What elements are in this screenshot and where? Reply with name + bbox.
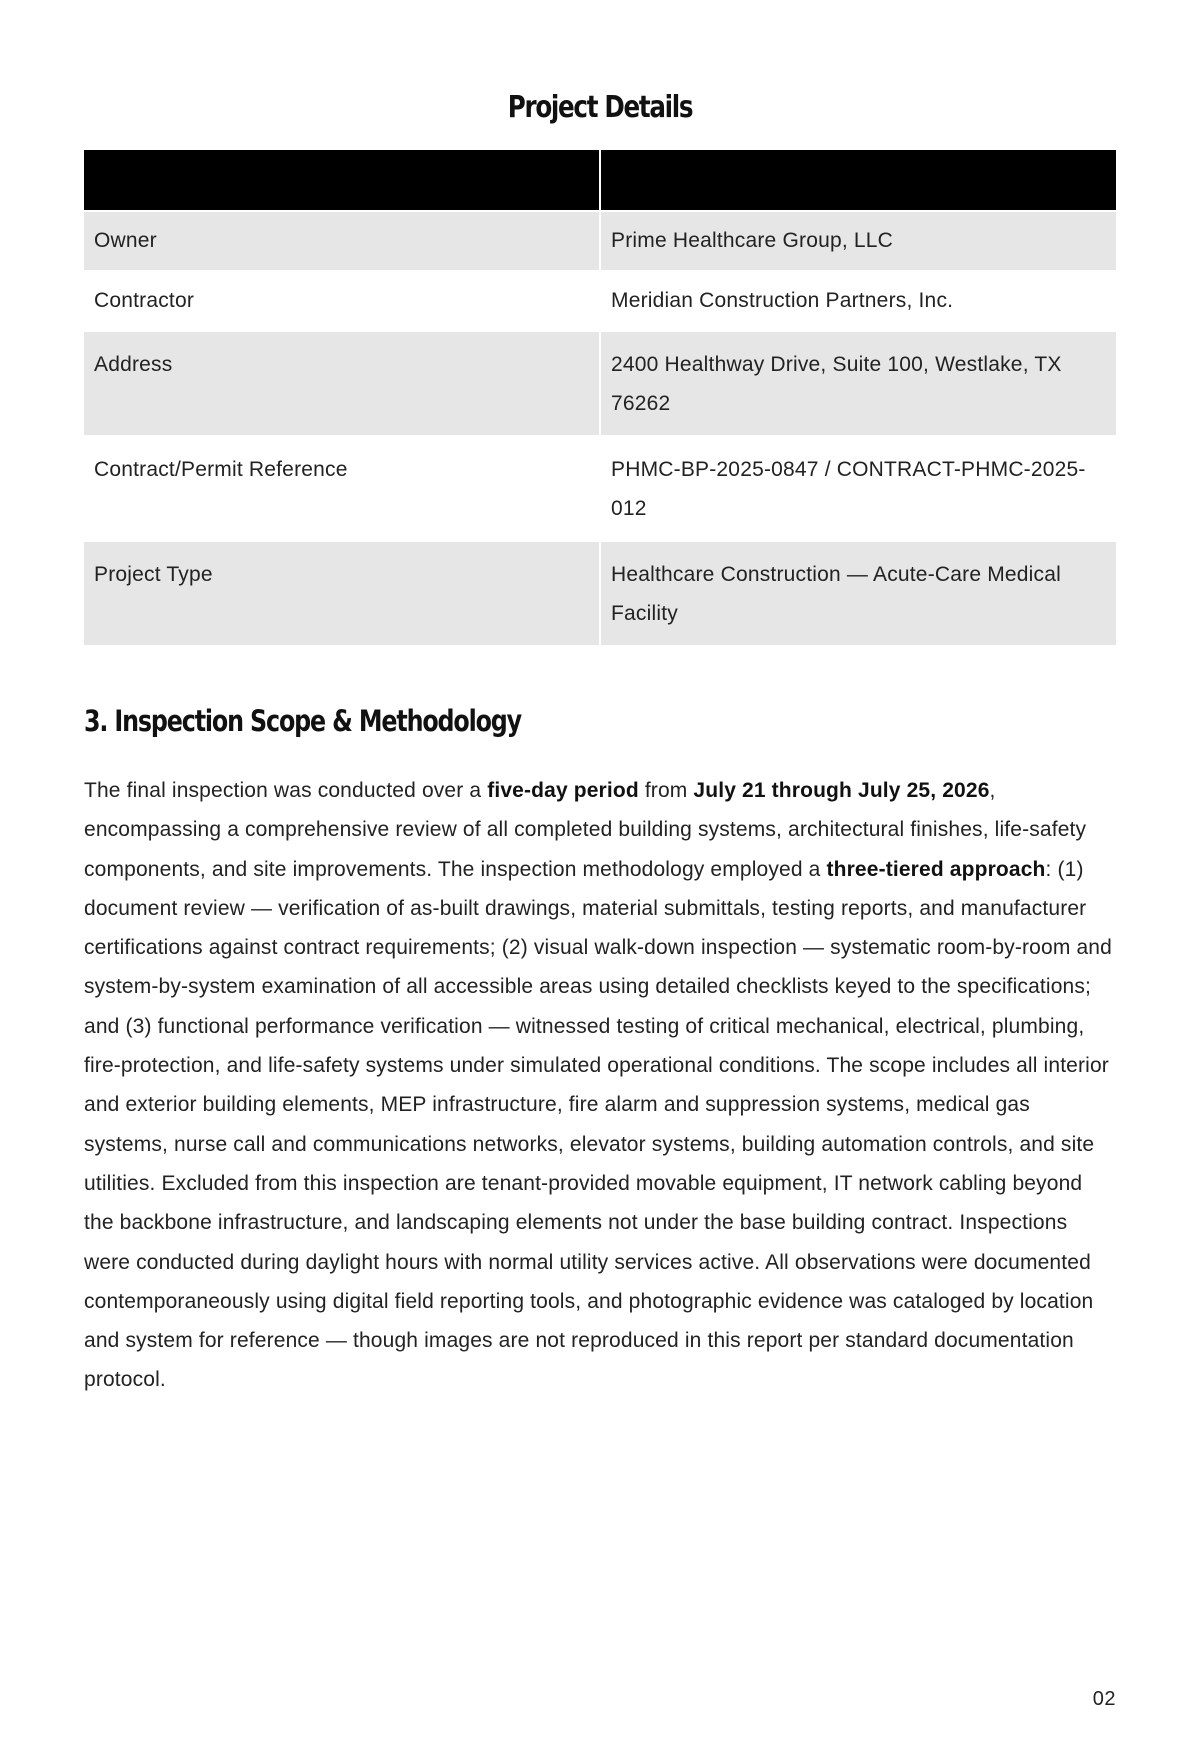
row-value-contract-reference: PHMC-BP-2025-0847 / CONTRACT-PHMC-2025-012 <box>600 436 1116 541</box>
project-details-table <box>84 150 1116 645</box>
document-page <box>84 0 1116 1400</box>
body-paragraph <box>84 771 1116 1400</box>
paragraph-text: The final inspection was conducted over a <box>84 779 488 802</box>
paragraph-text: , encompassing a comprehensive review of all completed building systems, architectural finishes, life-safety components, and site improvements. The inspection methodology employed a <box>84 779 1087 881</box>
paragraph-bold-text: three-tiered approach <box>826 857 1046 881</box>
row-value-owner: Prime Healthcare Group, LLC <box>600 211 1116 271</box>
paragraph-text: from <box>638 779 694 802</box>
row-value-address: 2400 Healthway Drive, Suite 100, Westlake, TX 76262 <box>600 331 1116 436</box>
table-row <box>84 211 1116 271</box>
row-label-project-type: Project Type <box>84 541 600 645</box>
page-number: 02 <box>1092 1688 1116 1710</box>
row-label-address: Address <box>84 331 600 436</box>
row-label-contractor: Contractor <box>84 271 600 331</box>
row-value-contractor: Meridian Construction Partners, Inc. <box>600 271 1116 331</box>
table-header-row <box>84 150 1116 211</box>
table-header-cell <box>600 150 1116 211</box>
table-header-cell <box>84 150 600 211</box>
row-value-project-type: Healthcare Construction — Acute-Care Medical Facility <box>600 541 1116 645</box>
row-label-owner: Owner <box>84 211 600 271</box>
table-row <box>84 436 1116 541</box>
row-label-contract-reference: Contract/Permit Reference <box>84 436 600 541</box>
paragraph-text: : (1) document review — verification of as-built drawings, material submittals, testing reports, and manufacturer certifications against contract requirements; (2) visual walk-down inspection — systematic room-by-room and system-by-system examination of all accessible areas using detailed checklists keyed to the specifications; and (3) functional performance verification — witnessed testing of critical mechanical, electrical, plumbing, fire-protection, and life-safety systems under simulated operational conditions. The scope includes all interior and exterior building elements, MEP infrastructure, fire alarm and suppression systems, medical gas systems, nurse call and communications networks, elevator systems, building automation controls, and site utilities. Excluded from this inspection are tenant-provided movable equipment, IT network cabling beyond the backbone infrastructure, and landscaping elements not under the base building contract. Inspections were conducted during daylight hours with normal utility services active. All observations were documented contemporaneously using digital field reporting tools, and photographic evidence was cataloged by location and system for reference — though images are not reproduced in this report per standard documentation protocol. <box>84 857 1112 1392</box>
table-row <box>84 271 1116 331</box>
table-title: Project Details <box>507 90 693 125</box>
table-row <box>84 541 1116 645</box>
paragraph-bold-text: five-day period <box>487 779 639 802</box>
table-row <box>84 331 1116 436</box>
paragraph-bold-text: July 21 through July 25, 2026 <box>693 779 990 802</box>
section-heading: 3. Inspection Scope & Methodology <box>84 704 522 738</box>
